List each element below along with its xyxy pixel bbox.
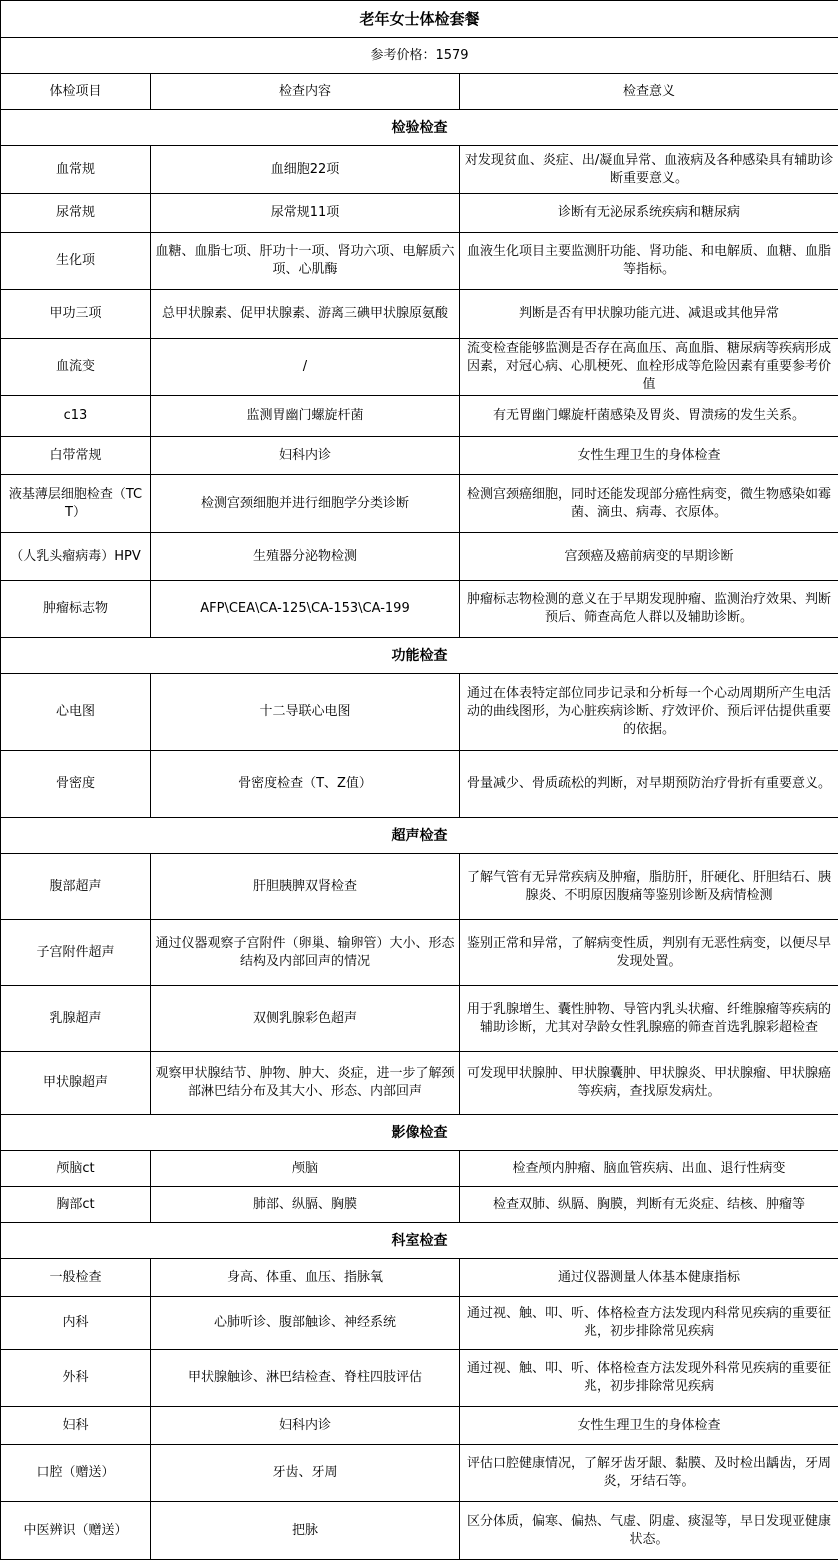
content-cell: 监测胃幽门螺旋杆菌 [151, 396, 460, 437]
section-row [1, 1223, 838, 1259]
table-row [1, 1350, 838, 1407]
content-cell: 血糖、血脂七项、肝功十一项、肾功六项、电解质六项、心肌酶 [151, 233, 460, 290]
table-row [1, 581, 838, 638]
item-cell: c13 [1, 396, 151, 437]
meaning-cell: 判断是否有甲状腺功能亢进、减退或其他异常 [460, 290, 838, 339]
header-content: 检查内容 [151, 74, 460, 110]
meaning-cell: 可发现甲状腺肿、甲状腺囊肿、甲状腺炎、甲状腺瘤、甲状腺癌等疾病，查找原发病灶。 [460, 1052, 838, 1115]
meaning-cell: 对发现贫血、炎症、出/凝血异常、血液病及各种感染具有辅助诊断重要意义。 [460, 146, 838, 194]
meaning-cell: 通过视、触、叩、听、体格检查方法发现外科常见疾病的重要征兆，初步排除常见疾病 [460, 1350, 838, 1407]
table-row [1, 533, 838, 581]
table-row [1, 1151, 838, 1187]
reference-price: 参考价格：1579 [1, 38, 838, 74]
content-cell: 颅脑 [151, 1151, 460, 1187]
item-cell: 液基薄层细胞检查（TCT） [1, 475, 151, 533]
item-cell: 血常规 [1, 146, 151, 194]
meaning-cell: 血液生化项目主要监测肝功能、肾功能、和电解质、血糖、血脂等指标。 [460, 233, 838, 290]
content-cell: 妇科内诊 [151, 437, 460, 475]
content-cell: 心肺听诊、腹部触诊、神经系统 [151, 1297, 460, 1350]
item-cell: 内科 [1, 1297, 151, 1350]
content-cell: 妇科内诊 [151, 1407, 460, 1445]
table-row [1, 920, 838, 986]
item-cell: 一般检查 [1, 1259, 151, 1297]
price-row [1, 38, 838, 74]
item-cell: 甲状腺超声 [1, 1052, 151, 1115]
content-cell: 把脉 [151, 1502, 460, 1560]
table-row [1, 290, 838, 339]
table-body [1, 1, 838, 1560]
table-row [1, 1297, 838, 1350]
content-cell: 骨密度检查（T、Z值） [151, 751, 460, 818]
content-cell: 生殖器分泌物检测 [151, 533, 460, 581]
content-cell: 通过仪器观察子宫附件（卵巢、输卵管）大小、形态结构及内部回声的情况 [151, 920, 460, 986]
content-cell: 身高、体重、血压、指脉氧 [151, 1259, 460, 1297]
section-title: 超声检查 [1, 818, 838, 854]
item-cell: 腹部超声 [1, 854, 151, 920]
meaning-cell: 宫颈癌及癌前病变的早期诊断 [460, 533, 838, 581]
item-cell: 颅脑ct [1, 1151, 151, 1187]
title-row [1, 1, 838, 38]
item-cell: 口腔（赠送） [1, 1445, 151, 1502]
item-cell: 胸部ct [1, 1187, 151, 1223]
table-row [1, 1259, 838, 1297]
item-cell: 白带常规 [1, 437, 151, 475]
meaning-cell: 检测宫颈癌细胞，同时还能发现部分癌性病变，微生物感染如霉菌、滴虫、病毒、衣原体。 [460, 475, 838, 533]
meaning-cell: 女性生理卫生的身体检查 [460, 437, 838, 475]
table-row [1, 475, 838, 533]
content-cell: 肝胆胰脾双肾检查 [151, 854, 460, 920]
meaning-cell: 评估口腔健康情况，了解牙齿牙龈、黏膜、及时检出龋齿，牙周炎，牙结石等。 [460, 1445, 838, 1502]
content-cell: 肺部、纵膈、胸膜 [151, 1187, 460, 1223]
meaning-cell: 检查双肺、纵膈、胸膜，判断有无炎症、结核、肿瘤等 [460, 1187, 838, 1223]
table-row [1, 674, 838, 751]
item-cell: 生化项 [1, 233, 151, 290]
meaning-cell: 通过视、触、叩、听、体格检查方法发现内科常见疾病的重要征兆，初步排除常见疾病 [460, 1297, 838, 1350]
header-meaning: 检查意义 [460, 74, 838, 110]
item-cell: 子宫附件超声 [1, 920, 151, 986]
table-row [1, 437, 838, 475]
section-row [1, 818, 838, 854]
meaning-cell: 了解气管有无异常疾病及肿瘤，脂肪肝，肝硬化、肝胆结石、胰腺炎、不明原因腹痛等鉴别诊断及病情检测 [460, 854, 838, 920]
table-row [1, 1445, 838, 1502]
item-cell: 中医辨识（赠送） [1, 1502, 151, 1560]
content-cell: AFP\CEA\CA-125\CA-153\CA-199 [151, 581, 460, 638]
section-row [1, 638, 838, 674]
content-cell: 牙齿、牙周 [151, 1445, 460, 1502]
item-cell: 骨密度 [1, 751, 151, 818]
content-cell: 观察甲状腺结节、肿物、肿大、炎症，进一步了解颈部淋巴结分布及其大小、形态、内部回声 [151, 1052, 460, 1115]
meaning-cell: 诊断有无泌尿系统疾病和糖尿病 [460, 194, 838, 233]
content-cell: 检测宫颈细胞并进行细胞学分类诊断 [151, 475, 460, 533]
meaning-cell: 肿瘤标志物检测的意义在于早期发现肿瘤、监测治疗效果、判断预后、筛查高危人群以及辅助诊断。 [460, 581, 838, 638]
section-row [1, 110, 838, 146]
item-cell: 乳腺超声 [1, 986, 151, 1052]
package-title: 老年女士体检套餐 [1, 1, 838, 38]
meaning-cell: 有无胃幽门螺旋杆菌感染及胃炎、胃溃疡的发生关系。 [460, 396, 838, 437]
meaning-cell: 用于乳腺增生、囊性肿物、导管内乳头状瘤、纤维腺瘤等疾病的辅助诊断，尤其对孕龄女性乳腺癌的筛查首选乳腺彩超检查 [460, 986, 838, 1052]
content-cell: 甲状腺触诊、淋巴结检查、脊柱四肢评估 [151, 1350, 460, 1407]
section-title: 影像检查 [1, 1115, 838, 1151]
table-row [1, 396, 838, 437]
content-cell: 总甲状腺素、促甲状腺素、游离三碘甲状腺原氨酸 [151, 290, 460, 339]
table-row [1, 1502, 838, 1560]
item-cell: 尿常规 [1, 194, 151, 233]
item-cell: 外科 [1, 1350, 151, 1407]
item-cell: 甲功三项 [1, 290, 151, 339]
meaning-cell: 女性生理卫生的身体检查 [460, 1407, 838, 1445]
meaning-cell: 流变检查能够监测是否存在高血压、高血脂、糖尿病等疾病形成因素，对冠心病、心肌梗死、血栓形成等危险因素有重要参考价值 [460, 339, 838, 396]
table-row [1, 986, 838, 1052]
meaning-cell: 鉴别正常和异常，了解病变性质，判别有无恶性病变，以便尽早发现处置。 [460, 920, 838, 986]
section-title: 检验检查 [1, 110, 838, 146]
meaning-cell: 区分体质，偏寒、偏热、气虚、阴虚、痰湿等，早日发现亚健康状态。 [460, 1502, 838, 1560]
header-row [1, 74, 838, 110]
meaning-cell: 检查颅内肿瘤、脑血管疾病、出血、退行性病变 [460, 1151, 838, 1187]
header-item: 体检项目 [1, 74, 151, 110]
meaning-cell: 骨量减少、骨质疏松的判断，对早期预防治疗骨折有重要意义。 [460, 751, 838, 818]
table-row [1, 146, 838, 194]
section-title: 功能检查 [1, 638, 838, 674]
item-cell: 妇科 [1, 1407, 151, 1445]
section-title: 科室检查 [1, 1223, 838, 1259]
item-cell: 血流变 [1, 339, 151, 396]
content-cell: 双侧乳腺彩色超声 [151, 986, 460, 1052]
table-row [1, 1187, 838, 1223]
content-cell: 尿常规11项 [151, 194, 460, 233]
table-row [1, 339, 838, 396]
item-cell: 心电图 [1, 674, 151, 751]
item-cell: 肿瘤标志物 [1, 581, 151, 638]
table-row [1, 233, 838, 290]
meaning-cell: 通过仪器测量人体基本健康指标 [460, 1259, 838, 1297]
table-row [1, 194, 838, 233]
item-cell: （人乳头瘤病毒）HPV [1, 533, 151, 581]
content-cell: 十二导联心电图 [151, 674, 460, 751]
table-row [1, 751, 838, 818]
table-row [1, 1407, 838, 1445]
meaning-cell: 通过在体表特定部位同步记录和分析每一个心动周期所产生电活动的曲线图形，为心脏疾病诊断、疗效评价、预后评估提供重要的依据。 [460, 674, 838, 751]
table-row [1, 854, 838, 920]
content-cell: / [151, 339, 460, 396]
content-cell: 血细胞22项 [151, 146, 460, 194]
section-row [1, 1115, 838, 1151]
table-row [1, 1052, 838, 1115]
